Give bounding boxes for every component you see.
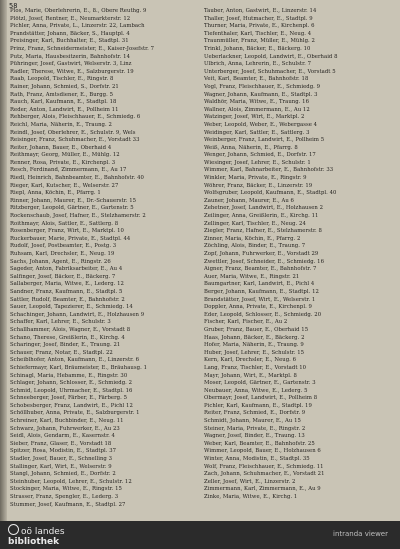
directory-entry: Rosenberger, Franz, Wirt, E., Marktpl. 10 bbox=[10, 228, 124, 235]
directory-entry: Stockinger, Maria, Witwe, E., Ringstr. 15 bbox=[10, 486, 122, 493]
directory-entry: Watzinger, Josef, Wirt, E., Marktpl. 2 bbox=[204, 114, 305, 121]
directory-entry: Sachs, Johann, Agent, E., Ringstr. 26 bbox=[10, 258, 111, 265]
directory-entry: Ritzberger, Leopold, Gärtner, E., Gartenstr. 5 bbox=[10, 205, 134, 212]
directory-entry: Rinner, Johann, Maurer, E., Dr.-Schauerstr. 15 bbox=[10, 197, 137, 204]
directory-entry: Sieber, Franz, Glaser, E., Vorstadt 18 bbox=[10, 440, 112, 447]
directory-entry: Preisinger, Karl, Buchhalter, E., Stadtpl. 31 bbox=[10, 38, 129, 45]
directory-entry: Lang, Franz, Tischler, E., Vorstadt 10 bbox=[204, 364, 307, 371]
directory-entry: Winkler, Maria, Private, E., Ringstr. 9 bbox=[204, 175, 307, 182]
directory-entry: Stadler, Josef, Bauer, E., Schnelling 3 bbox=[10, 456, 113, 463]
directory-entry: Traunmüller, Franz, Müller, E., Mühlg. 2 bbox=[204, 38, 315, 45]
directory-entry: Rudolf, Josef, Postbeamter, E., Postg. 3 bbox=[10, 243, 117, 250]
directory-entry: Wiesinger, Josef, Lehrer, E., Schulstr. 1 bbox=[204, 159, 311, 166]
directory-entry: Berger, Johann, Kaufmann, E., Stadtpl. 12 bbox=[204, 288, 319, 295]
directory-entry: Radler, Therese, Witwe, E., Salzburgerstr. 19 bbox=[10, 68, 134, 75]
directory-entry: Vogl, Franz, Fleischhauer, E., Schmiedg. 9 bbox=[204, 83, 321, 90]
library-logo[interactable] bbox=[8, 524, 65, 547]
directory-entry: Rauch, Karl, Kaufmann, E., Stadtpl. 18 bbox=[10, 99, 117, 106]
directory-entry: Baumgartner, Karl, Landwirt, E., Pichl 4 bbox=[204, 281, 315, 288]
directory-entry: Zellinger, Karl, Tischler, E., Neug. 24 bbox=[204, 220, 306, 227]
directory-entry: Wimmer, Leopold, Bauer, E., Holzhausen 6 bbox=[204, 448, 321, 455]
directory-entry: Zeilinger, Anna, Greißlerin, E., Kirchg. 11 bbox=[204, 213, 319, 220]
directory-entry: Putz, Maria, Hausbesitzerin, Bahnhofstr. 14 bbox=[10, 53, 130, 60]
directory-entry: Huber, Josef, Lehrer, E., Schulstr. 15 bbox=[204, 349, 305, 356]
directory-entry: Weiß, Anna, Näherin, E., Pfarrg. 8 bbox=[204, 144, 298, 151]
directory-entry: Neubauer, Anna, Witwe, E., Lederg. 5 bbox=[204, 387, 308, 394]
directory-entry: Doppler, Anna, Private, E., Kirchenpl. 9 bbox=[204, 304, 312, 311]
directory-column-left bbox=[10, 8, 196, 509]
directory-entry: Schreiner, Karl, Buchbinder, E., Neug. 11 bbox=[10, 418, 124, 425]
directory-entry: Plötzl, Josef, Rentner, E., Neumarkterstr. 12 bbox=[10, 15, 131, 22]
directory-entry: Sauer, Leopold, Tapezierer, E., Schmiedg. 14 bbox=[10, 304, 133, 311]
directory-entry: Zimmermann, Karl, Zimmermann, E., Au 9 bbox=[204, 486, 321, 493]
directory-entry: Reindl, Josef, Oberlehrer, E., Schulstr. 9, Wels bbox=[10, 129, 136, 136]
viewer-label[interactable]: intranda viewer bbox=[333, 530, 388, 538]
directory-entry: Thurner, Maria, Private, E., Kirchenpl. 6 bbox=[204, 23, 315, 30]
directory-entry: Trinkl, Johann, Bäcker, E., Bäckerg. 10 bbox=[204, 45, 311, 52]
directory-entry: Sageder, Anton, Fabriksarbeiter, E., Au 4 bbox=[10, 266, 123, 273]
directory-entry: Zinke, Maria, Witwe, E., Kirchg. 1 bbox=[204, 494, 298, 500]
directory-entry: Moser, Leopold, Gärtner, E., Gartenstr. 3 bbox=[204, 380, 316, 387]
directory-entry: Schachinger, Johann, Landwirt, E., Holzhausen 9 bbox=[10, 311, 145, 318]
directory-entry: Sandner, Franz, Kaufmann, E., Stadtpl. 5 bbox=[10, 288, 123, 295]
directory-entry: Weidinger, Karl, Sattler, E., Sattlerg. 3 bbox=[204, 129, 310, 136]
directory-entry: Scharinger, Josef, Binder, E., Traung. 21 bbox=[10, 342, 121, 349]
directory-entry: Schlager, Johann, Schlosser, E., Schmiedg. 2 bbox=[10, 380, 133, 387]
directory-entry: Pühringer, Josef, Gastwirt, Welserstr. 3, Linz bbox=[10, 61, 132, 68]
directory-entry: Renner, Rosa, Private, E., Kirchenpl. 3 bbox=[10, 159, 116, 166]
directory-entry: Wagner, Johann, Kaufmann, E., Stadtpl. 3 bbox=[204, 91, 318, 98]
directory-entry: Weber, Leopold, Weber, E., Webergasse 4 bbox=[204, 121, 318, 128]
directory-entry: Unterberger, Josef, Schuhmacher, E., Vorstadt 5 bbox=[204, 68, 336, 75]
directory-entry: Roithmayr, Alois, Sattler, E., Sattlerg. 8 bbox=[10, 220, 119, 227]
directory-entry: Schinagl, Maria, Hebamme, E., Ringstr. 30 bbox=[10, 372, 128, 379]
directory-entry: Sallaberger, Maria, Witwe, E., Lederg. 12 bbox=[10, 281, 124, 288]
directory-entry: Wolf, Franz, Fleischhauer, E., Schmiedg. 11 bbox=[204, 463, 324, 470]
directory-entry: Reiter, Franz, Schmied, E., Dorfstr. 9 bbox=[204, 410, 306, 417]
directory-entry: Ulbrich, Anna, Lehrerin, E., Schulstr. 7 bbox=[204, 61, 311, 68]
directory-entry: Zach, Johann, Schuhmacher, E., Vorstadt 21 bbox=[204, 471, 325, 478]
directory-entry: Tiefenthaler, Karl, Tischler, E., Neug. 4 bbox=[204, 30, 312, 37]
directory-entry: Schmid, Leopold, Uhrmacher, E., Stadtpl. 16 bbox=[10, 387, 133, 394]
directory-entry: Aigner, Franz, Beamter, E., Bahnhofstr. 7 bbox=[204, 266, 317, 273]
directory-entry: Kern, Karl, Drechsler, E., Neug. 6 bbox=[204, 357, 297, 364]
directory-entry: Sattler, Rudolf, Beamter, E., Bahnhofstr. 2 bbox=[10, 296, 125, 303]
directory-entry: Wöhrer, Franz, Bäcker, E., Linzerstr. 19 bbox=[204, 182, 313, 189]
directory-entry: Prandstätter, Johann, Bäcker, S., Hauptpl. 4 bbox=[10, 30, 130, 37]
directory-entry: Veit, Karl, Beamter, E., Bahnhofstr. 18 bbox=[204, 76, 309, 83]
directory-entry: Steinhuber, Leopold, Lehrer, E., Schulstr. 12 bbox=[10, 478, 132, 485]
directory-entry: Zinner, Maria, Köchin, E., Pfarrg. 2 bbox=[204, 235, 301, 242]
directory-entry: Schaffer, Karl, Lehrer, E., Schulstr. 3 bbox=[10, 319, 111, 326]
directory-entry: Stallinger, Karl, Wirt, E., Welserstr. 9 bbox=[10, 463, 112, 470]
directory-entry: Wallner, Alois, Zimmermann, E., Au 12 bbox=[204, 106, 310, 113]
directory-entry: Schöllhuber, Anna, Private, E., Salzburgerstr. 1 bbox=[10, 410, 140, 417]
directory-entry: Zopf, Johann, Fuhrwerker, E., Vorstadt 29 bbox=[204, 251, 319, 257]
directory-entry: Rehberger, Alois, Fleischhauer, E., Schmiedg. 6 bbox=[10, 114, 141, 121]
directory-entry: Resch, Ferdinand, Zimmermann, E., Au 17 bbox=[10, 167, 127, 174]
directory-entry: Ruhsam, Karl, Drechsler, E., Neug. 19 bbox=[10, 251, 115, 257]
directory-entry: Zöchling, Alois, Binder, E., Traung. 7 bbox=[204, 243, 306, 250]
page-number: 58 bbox=[9, 2, 18, 10]
directory-entry: Spitzer, Rosa, Modistin, E., Stadtpl. 37 bbox=[10, 448, 117, 455]
directory-entry: Fischer, Karl, Fischer, E., Au 2 bbox=[204, 319, 288, 326]
directory-entry: Salfinger, Josef, Bäcker, E., Bäckerg. 7 bbox=[10, 273, 116, 280]
directory-entry: Winter, Anna, Modistin, E., Stadtpl. 35 bbox=[204, 456, 310, 463]
directory-entry: Wimmer, Karl, Bahnarbeiter, E., Bahnhofstr. 33 bbox=[204, 167, 334, 174]
directory-entry: Riedl, Heinrich, Bahnbeamter, E., Bahnhofstr. 40 bbox=[10, 175, 144, 182]
directory-entry: Rieger, Karl, Kutscher, E., Welserstr. 27 bbox=[10, 182, 119, 189]
directory-entry: Reisinger, Franz, Schuhmacher, E., Vorstadt 33 bbox=[10, 137, 140, 144]
directory-entry: Reiter, Johann, Bauer, E., Oberhaid 4 bbox=[10, 144, 112, 151]
directory-entry: Mayr, Johann, Wirt, E., Marktpl. 8 bbox=[204, 372, 297, 379]
directory-entry: Wolfsgruber, Leopold, Kaufmann, E., Stadtpl. 40 bbox=[204, 190, 337, 197]
directory-entry: Eder, Leopold, Schlosser, E., Schmiedg. 20 bbox=[204, 311, 322, 318]
directory-entry: Rockenschaub, Josef, Hafner, E., Stelzhamerstr. 2 bbox=[10, 213, 146, 220]
directory-entry: Wenger, Johann, Schmied, E., Dorfstr. 17 bbox=[204, 152, 316, 159]
directory-entry: Reichl, Maria, Näherin, E., Traung. 2 bbox=[10, 121, 112, 128]
library-logo-icon bbox=[8, 524, 19, 535]
directory-entry: Haas, Johann, Bäcker, E., Bäckerg. 2 bbox=[204, 334, 305, 341]
directory-entry: Scheiblhofer, Anton, Kaufmann, E., Linzerstr. 6 bbox=[10, 357, 140, 364]
directory-entry: Schallhammer, Alois, Wagner, E., Vorstadt 8 bbox=[10, 326, 131, 333]
directory-entry: Brandstätter, Josef, Wirt, E., Welserstr. 1 bbox=[204, 296, 316, 303]
directory-entry: Zauner, Johann, Maurer, E., Au 6 bbox=[204, 197, 294, 204]
directory-entry: Weinberger, Franz, Landwirt, E., Pollheim 5 bbox=[204, 137, 325, 144]
directory-entry: Obermayr, Josef, Landwirt, E., Pollheim 8 bbox=[204, 395, 318, 402]
directory-entry: Ziegler, Franz, Hafner, E., Stelzhamerstr. 8 bbox=[204, 228, 322, 235]
directory-entry: Seidl, Alois, Gendarm, E., Kasernstr. 4 bbox=[10, 433, 115, 440]
directory-entry: Weber, Karl, Beamter, E., Bahnhofstr. 25 bbox=[204, 440, 315, 447]
directory-entry: Schwarz, Johann, Fuhrwerker, E., Au 23 bbox=[10, 425, 120, 432]
directory-entry: Tauber, Anton, Gastwirt, E., Linzerstr. 14 bbox=[204, 8, 317, 14]
directory-entry: Zehetner, Josef, Landwirt, E., Holzhausen 2 bbox=[204, 205, 324, 212]
directory-entry: Thaller, Josef, Hutmacher, E., Stadtpl. 9 bbox=[204, 15, 313, 22]
directory-entry: Schiefermayr, Karl, Bräumeister, E., Bräuhausg. 1 bbox=[10, 364, 147, 371]
directory-entry: Schauer, Franz, Notar, E., Stadtpl. 22 bbox=[10, 349, 113, 356]
directory-entry: Riepl, Anna, Köchin, E., Pfarrg. 1 bbox=[10, 190, 101, 197]
directory-entry: Strasser, Franz, Spengler, E., Lederg. 3 bbox=[10, 494, 119, 500]
directory-entry: Rainer, Johann, Schmied, S., Dorfstr. 21 bbox=[10, 83, 119, 90]
directory-entry: Auer, Maria, Witwe, E., Ringstr. 21 bbox=[204, 273, 300, 280]
directory-entry: Schneeberger, Josef, Färber, E., Färberg. 5 bbox=[10, 395, 127, 402]
directory-entry: Gruber, Franz, Bauer, E., Oberhaid 15 bbox=[204, 326, 309, 333]
directory-entry: Ruckerbauer, Marie, Private, E., Stadtpl. 44 bbox=[10, 235, 131, 242]
directory-entry: Reithmayr, Georg, Müller, E., Mühlg. 12 bbox=[10, 152, 120, 159]
directory-entry: Stummer, Josef, Kaufmann, E., Stadtpl. 27 bbox=[10, 501, 126, 508]
directory-entry: Zwettler, Josef, Schneider, E., Schmiedg. 16 bbox=[204, 258, 325, 265]
directory-entry: Hofer, Maria, Näherin, E., Traung. 9 bbox=[204, 342, 304, 349]
directory-entry: Waldhör, Maria, Witwe, E., Traung. 16 bbox=[204, 99, 309, 106]
directory-entry: Rath, Franz, Amtsdiener, E., Burgg. 5 bbox=[10, 91, 114, 98]
directory-entry: Stangl, Johann, Schmied, E., Dorfstr. 2 bbox=[10, 471, 116, 478]
directory-entry: Zeller, Josef, Wirt, E., Linzerstr. 2 bbox=[204, 478, 296, 485]
directory-entry: Steiner, Maria, Private, E., Ringstr. 2 bbox=[204, 425, 306, 432]
directory-entry: Pichler, Karl, Kaufmann, E., Stadtpl. 19 bbox=[204, 402, 312, 409]
directory-entry: Raab, Leopold, Tischler, E., Ringstr. 8 bbox=[10, 76, 114, 83]
logo-line1: oö landes bbox=[21, 527, 65, 537]
directory-entry: Schano, Therese, Greißlerin, E., Kirchg. 4 bbox=[10, 334, 125, 341]
directory-entry: Plos, Marie, Oberlehrerin, E., 8., Obere Reuthg. 9 bbox=[10, 8, 147, 14]
logo-line2: bibliothek bbox=[8, 537, 60, 547]
directory-column-right bbox=[204, 8, 390, 502]
directory-entry: Wagner, Josef, Binder, E., Traung. 13 bbox=[204, 433, 305, 440]
directory-entry: Prinz, Franz, Schneidermeister, E., Kaiser-Josefstr. 7 bbox=[10, 45, 155, 52]
directory-entry: Ueberlackner, Leopold, Landwirt, E., Oberhaid 8 bbox=[204, 53, 338, 60]
directory-entry: Schmidt, Johann, Maurer, E., Au 15 bbox=[204, 418, 301, 425]
viewer-footer bbox=[0, 521, 400, 549]
directory-entry: Reder, Anton, Landwirt, E., Pollheim 11 bbox=[10, 106, 119, 113]
directory-entry: Pichler, Anna, Private, L., Linzerstr. 22, Lambach bbox=[10, 23, 145, 30]
directory-entry: Schobesberger, Franz, Landwirt, E., Pichl 12 bbox=[10, 402, 133, 409]
book-gutter bbox=[0, 0, 7, 521]
